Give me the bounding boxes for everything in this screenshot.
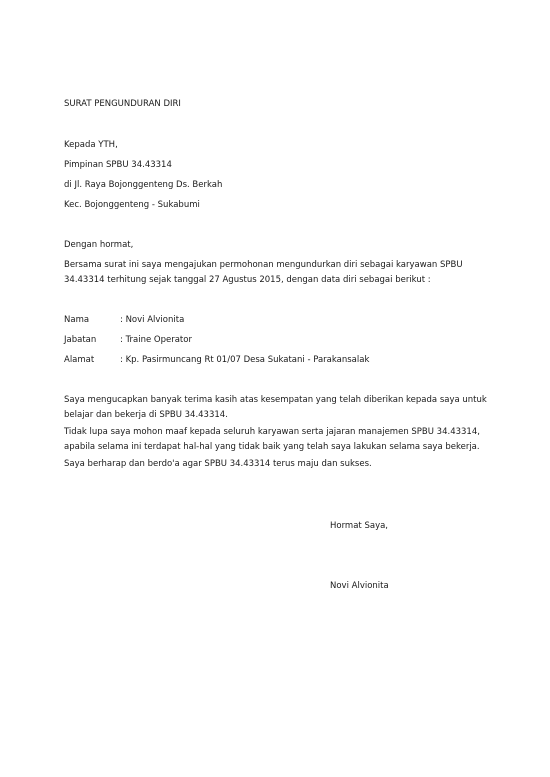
detail-value: : Traine Operator [120, 335, 192, 345]
detail-value: : Kp. Pasirmuncang Rt 01/07 Desa Sukatani - Parakansalak [120, 355, 370, 365]
paragraph-thanks: Saya mengucapkan banyak terima kasih atas kesempatan yang telah diberikan kepada saya untuk belajar dan bekerja di SPBU 34.43314. [64, 395, 487, 420]
recipient-line-2: Pimpinan SPBU 34.43314 [64, 160, 172, 170]
detail-row-address [64, 354, 369, 366]
signer-name: Novi Alvionita [330, 581, 389, 591]
intro-paragraph: Bersama surat ini saya mengajukan permohonan mengundurkan diri sebagai karyawan SPBU 34.43314 terhitung sejak tanggal 27 Agustus 2015, dengan data diri sebagai berikut : [64, 260, 463, 285]
recipient-line-1: Kepada YTH, [64, 140, 118, 150]
detail-value: : Novi Alvionita [120, 315, 185, 325]
detail-label: Alamat [64, 355, 95, 365]
detail-row-name [64, 314, 184, 326]
detail-label: Jabatan [64, 335, 97, 345]
detail-row-position [64, 334, 192, 346]
closing: Hormat Saya, [330, 521, 389, 531]
recipient-line-3: di Jl. Raya Bojonggenteng Ds. Berkah [64, 180, 223, 190]
paragraph-apology: Tidak lupa saya mohon maaf kepada seluruh karyawan serta jajaran manajemen SPBU 34.43314, apabila selama ini terdapat hal-hal yang tidak baik yang telah saya lakukan selama saya bekerja. [64, 427, 480, 452]
paragraph-hope: Saya berharap dan berdo'a agar SPBU 34.43314 terus maju dan sukses. [64, 459, 372, 469]
letter-title: SURAT PENGUNDURAN DIRI [64, 99, 181, 109]
detail-label: Nama [64, 315, 90, 325]
greeting: Dengan hormat, [64, 240, 134, 250]
recipient-line-4: Kec. Bojonggenteng - Sukabumi [64, 200, 200, 210]
